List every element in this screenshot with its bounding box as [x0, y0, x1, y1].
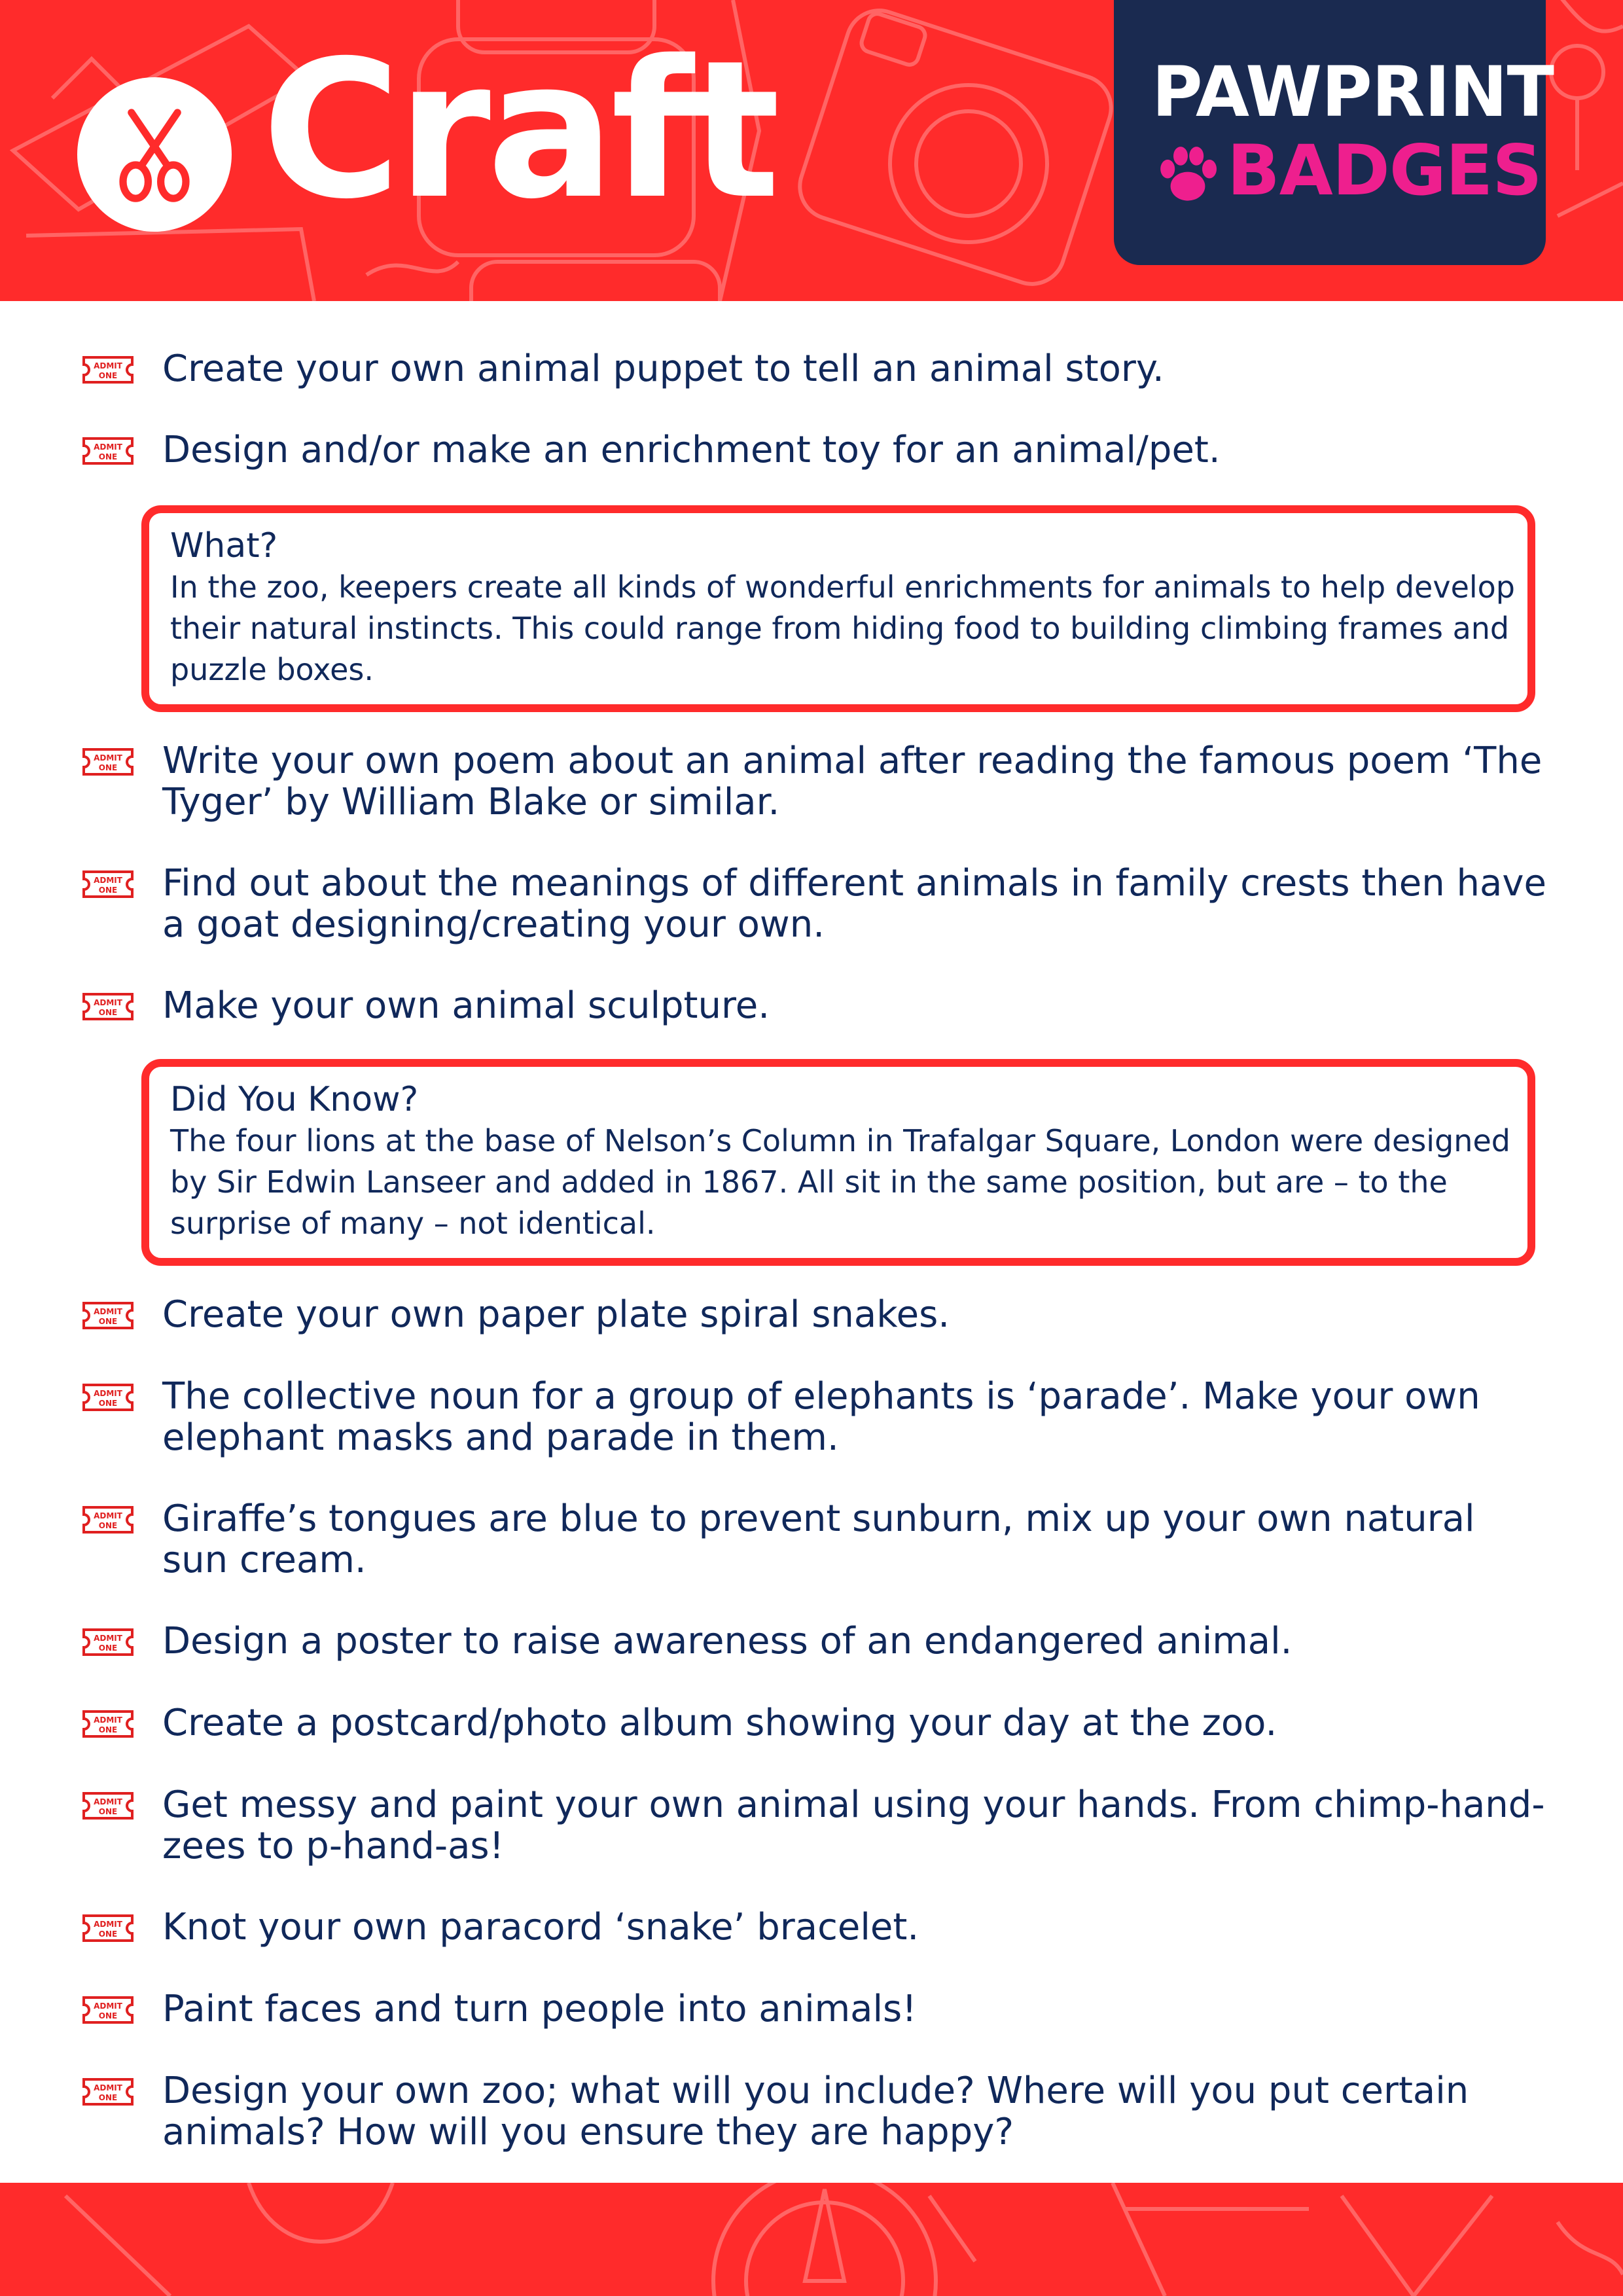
list-item-text: Create your own paper plate spiral snakes.	[162, 1293, 950, 1336]
info-box-title: What?	[170, 526, 278, 565]
ticket-line1: ADMIT	[94, 1797, 122, 1806]
ticket-line2: ONE	[98, 371, 118, 380]
admit-one-ticket-icon	[81, 1791, 135, 1821]
ticket-line2: ONE	[98, 763, 118, 772]
list-item-text: Paint faces and turn people into animals!	[162, 1988, 917, 2030]
ticket-line2: ONE	[98, 1399, 118, 1408]
list-item-text: Design and/or make an enrichment toy for an animal/pet.	[162, 429, 1221, 471]
ticket-line1: ADMIT	[94, 361, 122, 370]
ticket-line2: ONE	[98, 1725, 118, 1734]
admit-one-ticket-icon	[81, 436, 135, 466]
admit-one-ticket-icon	[81, 1382, 135, 1412]
list-item-text: The collective noun for a group of elephants is ‘parade’. Make your own elephant masks and parade in them.	[162, 1375, 1480, 1459]
ticket-line2: ONE	[98, 1521, 118, 1530]
admit-one-ticket-icon	[81, 869, 135, 899]
info-box-title: Did You Know?	[170, 1080, 419, 1119]
ticket-line1: ADMIT	[94, 998, 122, 1007]
ticket-line2: ONE	[98, 1008, 118, 1017]
ticket-line1: ADMIT	[94, 1511, 122, 1520]
ticket-line1: ADMIT	[94, 2083, 122, 2092]
admit-one-ticket-icon	[81, 747, 135, 777]
ticket-line1: ADMIT	[94, 2001, 122, 2011]
ticket-line1: ADMIT	[94, 753, 122, 762]
ticket-line1: ADMIT	[94, 1920, 122, 1929]
ticket-line2: ONE	[98, 1643, 118, 1653]
admit-one-ticket-icon	[81, 1709, 135, 1739]
ticket-line1: ADMIT	[94, 1389, 122, 1398]
list-item-text: Make your own animal sculpture.	[162, 984, 770, 1027]
list-item-text: Find out about the meanings of different animals in family crests then have a goat designing/creating your own.	[162, 862, 1546, 946]
info-box-body: The four lions at the base of Nelson’s Column in Trafalgar Square, London were designed by Sir Edwin Lanseer and added in 1867. All sit in the same position, but are – to the surprise of many – not identical.	[170, 1123, 1510, 1241]
brand-bottom-row	[1152, 130, 1542, 215]
ticket-line2: ONE	[98, 1807, 118, 1816]
scissors-icon	[102, 102, 207, 207]
list-item-text: Create your own animal puppet to tell an animal story.	[162, 348, 1164, 390]
admit-one-ticket-icon	[81, 1627, 135, 1657]
list-item-text: Design a poster to raise awareness of an endangered animal.	[162, 1620, 1293, 1662]
info-box-what	[141, 505, 1535, 712]
info-box-did-you-know	[141, 1059, 1535, 1266]
ticket-line1: ADMIT	[94, 876, 122, 885]
brand-top-text: PAWPRINT	[1152, 52, 1554, 132]
paw-icon	[1152, 139, 1224, 211]
admit-one-ticket-icon	[81, 1505, 135, 1535]
ticket-line2: ONE	[98, 886, 118, 895]
ticket-line2: ONE	[98, 452, 118, 461]
admit-one-ticket-icon	[81, 992, 135, 1022]
ticket-line2: ONE	[98, 1317, 118, 1326]
page-title: Craft	[262, 20, 777, 241]
ticket-line2: ONE	[98, 1929, 118, 1939]
ticket-line2: ONE	[98, 2011, 118, 2020]
list-item-text: Design your own zoo; what will you include? Where will you put certain animals? How will you ensure they are happy?	[162, 2070, 1469, 2153]
ticket-line1: ADMIT	[94, 442, 122, 452]
ticket-line1: ADMIT	[94, 1634, 122, 1643]
header-banner	[0, 0, 1623, 301]
admit-one-ticket-icon	[81, 1995, 135, 2025]
admit-one-ticket-icon	[81, 355, 135, 385]
info-box-body: In the zoo, keepers create all kinds of wonderful enrichments for animals to help develop their natural instincts. This could range from hiding food to building climbing frames and puzzle boxes.	[170, 569, 1515, 687]
ticket-line2: ONE	[98, 2093, 118, 2102]
admit-one-ticket-icon	[81, 1300, 135, 1331]
ticket-line1: ADMIT	[94, 1715, 122, 1725]
list-item-text: Write your own poem about an animal after reading the famous poem ‘The Tyger’ by William Blake or similar.	[162, 740, 1543, 823]
admit-one-ticket-icon	[81, 2077, 135, 2107]
craft-badge-circle	[77, 77, 232, 232]
list-item-text: Knot your own paracord ‘snake’ bracelet.	[162, 1906, 919, 1948]
footer-doodle-decoration	[0, 2183, 1623, 2296]
pawprint-badges-logo	[1114, 0, 1554, 265]
list-item-text: Get messy and paint your own animal using your hands. From chimp-hand-zees to p-hand-as!	[162, 1784, 1545, 1867]
footer-banner	[0, 2183, 1623, 2296]
admit-one-ticket-icon	[81, 1913, 135, 1943]
list-item-text: Create a postcard/photo album showing your day at the zoo.	[162, 1702, 1277, 1744]
ticket-line1: ADMIT	[94, 1307, 122, 1316]
list-item-text: Giraffe’s tongues are blue to prevent sunburn, mix up your own natural sun cream.	[162, 1498, 1475, 1581]
brand-bottom-text: BADGES	[1227, 130, 1542, 211]
